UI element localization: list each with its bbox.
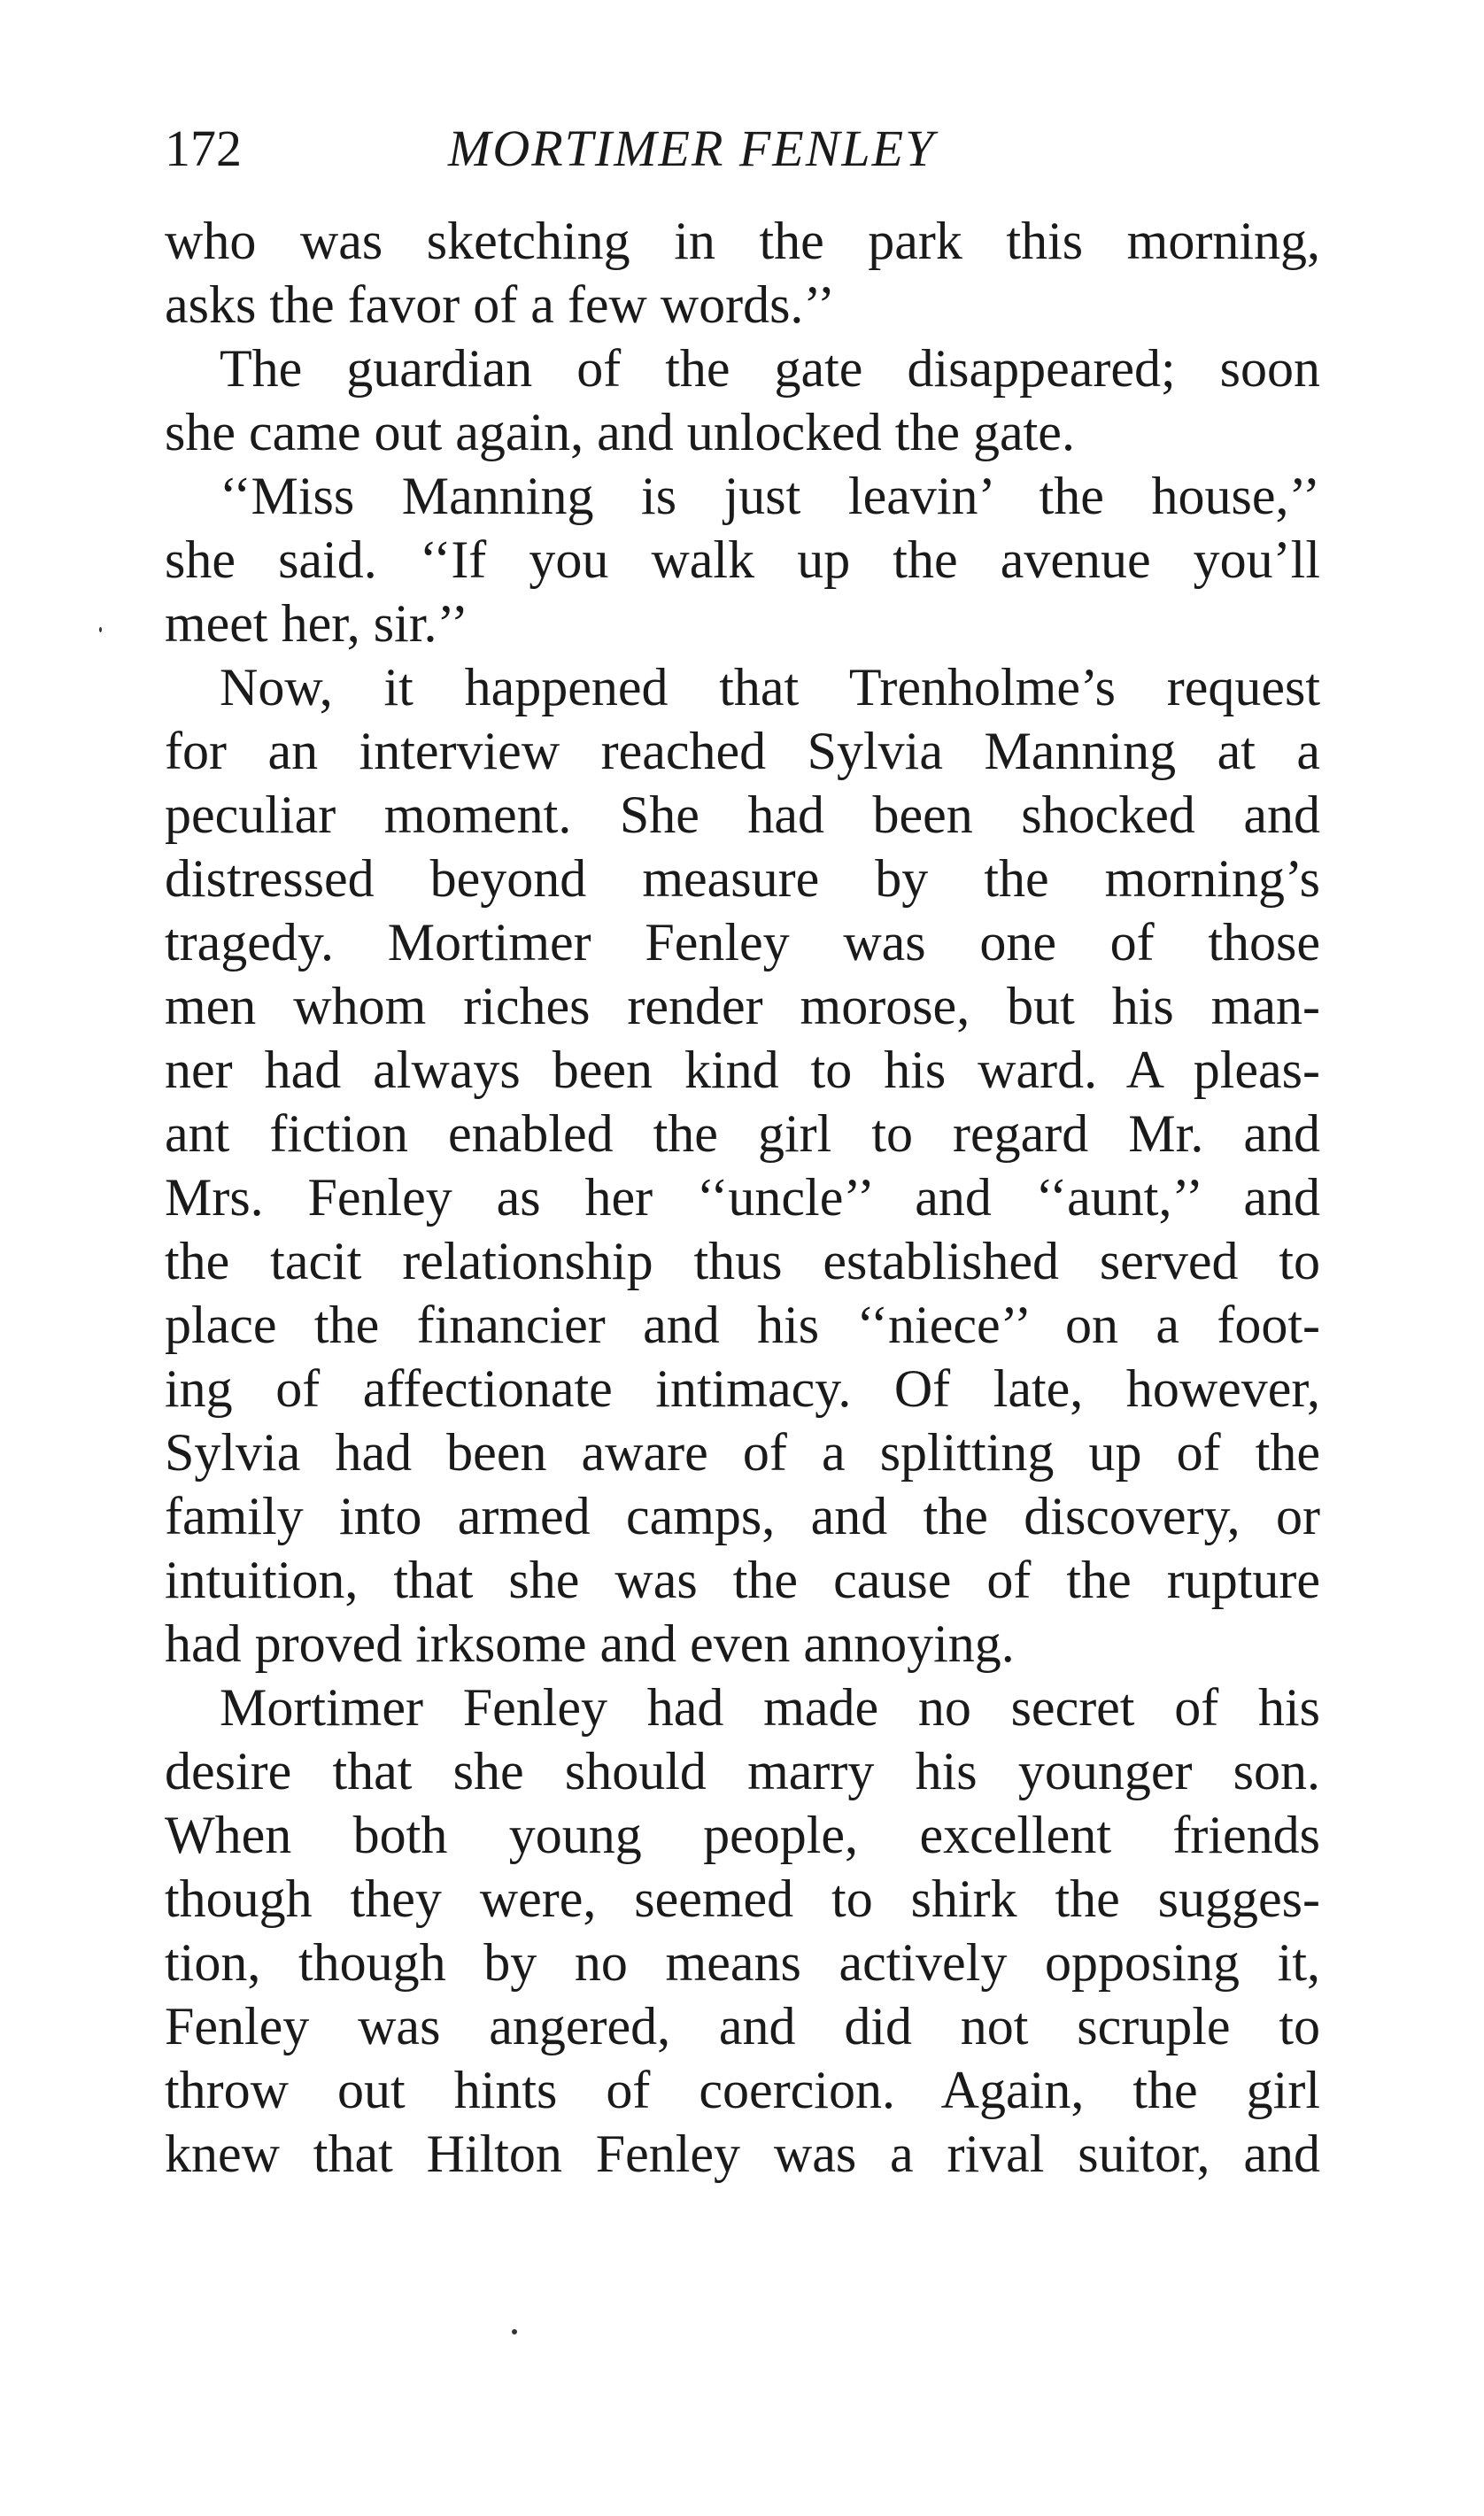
- text-line: asks the favor of a few words.’’: [165, 275, 835, 334]
- ink-speck: [512, 2329, 517, 2334]
- text-line: The guardian of the gate disappeared; soon: [220, 339, 1320, 398]
- text-line: intuition, that she was the cause of the rupture: [165, 1551, 1320, 1609]
- text-line: family into armed camps, and the discovery, or: [165, 1487, 1320, 1545]
- text-line: she came out again, and unlocked the gate.: [165, 403, 1075, 461]
- ink-speck: [99, 627, 102, 632]
- text-line: had proved irksome and even annoying.: [165, 1614, 1015, 1673]
- text-line: she said. ‘‘If you walk up the avenue you’ll: [165, 530, 1320, 589]
- text-line: distressed beyond measure by the morning’s: [165, 849, 1320, 908]
- text-line: tragedy. Mortimer Fenley was one of those: [165, 913, 1320, 972]
- page-header: [165, 113, 1320, 184]
- body-text: [165, 209, 1320, 2186]
- text-line: meet her, sir.’’: [165, 594, 469, 653]
- page-number: 172: [165, 120, 242, 177]
- text-line: desire that she should marry his younger son.: [165, 1742, 1320, 1800]
- text-line: ing of affectionate intimacy. Of late, however,: [165, 1359, 1320, 1418]
- text-line: tion, though by no means actively opposing it,: [165, 1933, 1320, 1992]
- text-line: place the financier and his ‘‘niece’’ on a foot-: [165, 1296, 1320, 1354]
- text-line: men whom riches render morose, but his man-: [165, 977, 1320, 1035]
- running-title: MORTIMER FENLEY: [448, 120, 936, 177]
- text-line: Now, it happened that Trenholme’s request: [220, 658, 1320, 716]
- text-line: knew that Hilton Fenley was a rival suitor, and: [165, 2125, 1320, 2183]
- text-line: the tacit relationship thus established served to: [165, 1232, 1320, 1290]
- text-line: Mortimer Fenley had made no secret of his: [220, 1678, 1320, 1737]
- text-line: Sylvia had been aware of a splitting up of the: [165, 1423, 1320, 1482]
- text-line: Fenley was angered, and did not scruple to: [165, 1997, 1320, 2055]
- text-line: throw out hints of coercion. Again, the girl: [165, 2061, 1320, 2119]
- text-line: for an interview reached Sylvia Manning at a: [165, 722, 1320, 780]
- text-line: peculiar moment. She had been shocked and: [165, 786, 1320, 844]
- text-line: ‘‘Miss Manning is just leavin’ the house,’’: [220, 467, 1320, 525]
- text-line: Mrs. Fenley as her ‘‘uncle’’ and ‘‘aunt,’’ and: [165, 1168, 1320, 1227]
- text-line: ant fiction enabled the girl to regard Mr. and: [165, 1104, 1320, 1163]
- text-line: When both young people, excellent friends: [165, 1806, 1320, 1864]
- text-line: ner had always been kind to his ward. A pleas-: [165, 1041, 1320, 1099]
- text-line: though they were, seemed to shirk the sugges-: [165, 1870, 1320, 1928]
- text-line: who was sketching in the park this morning,: [165, 212, 1320, 270]
